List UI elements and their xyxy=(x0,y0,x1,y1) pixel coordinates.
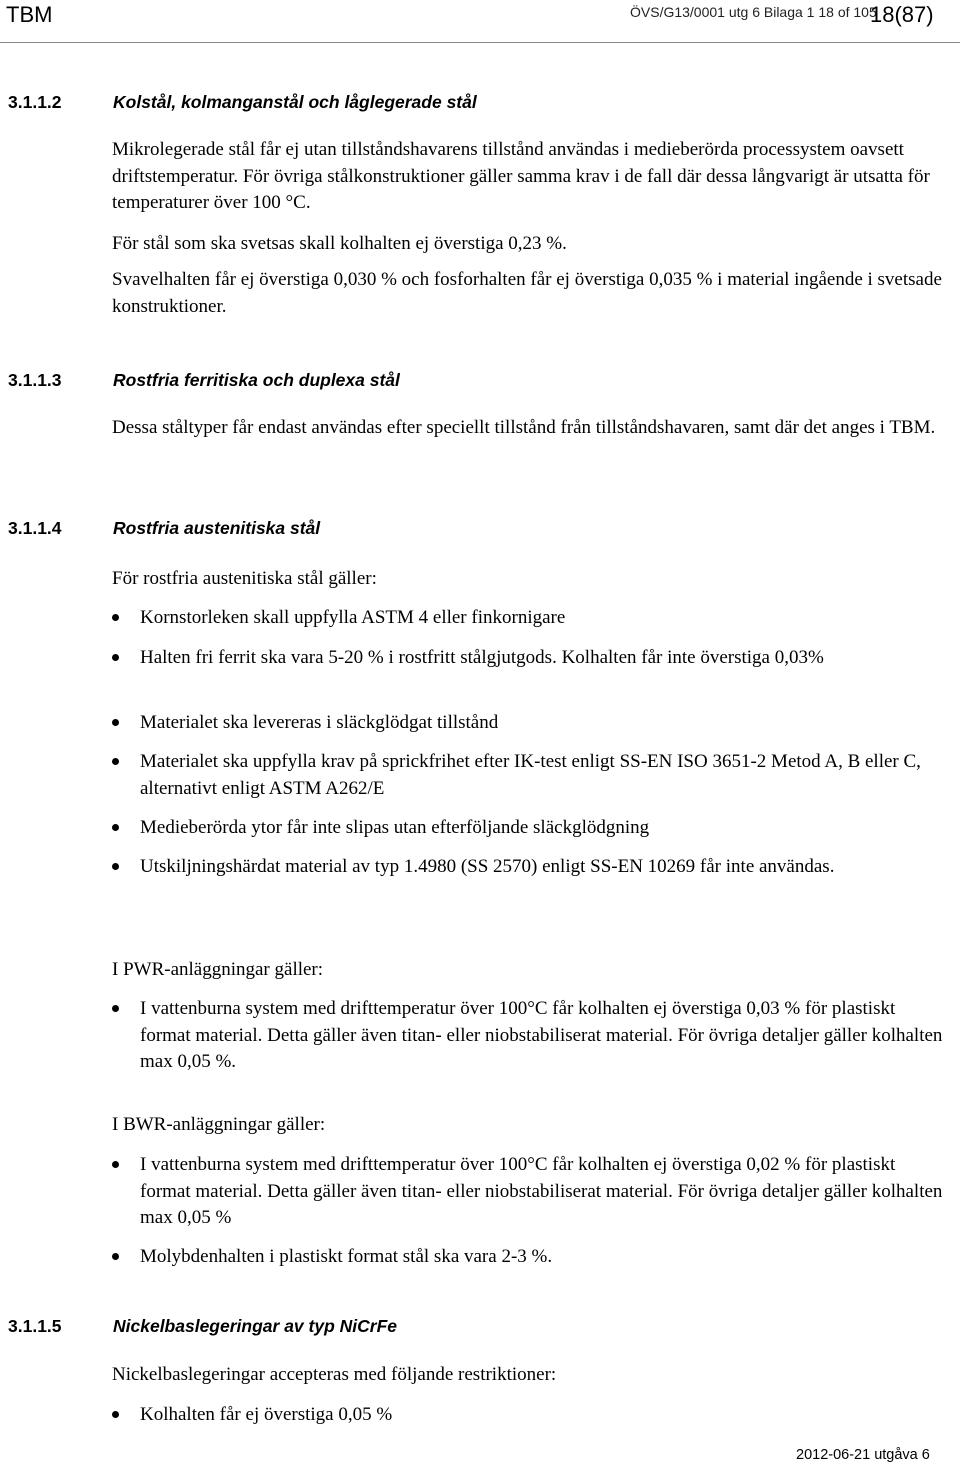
section-heading-3-1-1-2 xyxy=(0,92,960,120)
bullet-icon xyxy=(112,1253,119,1260)
bullet-icon xyxy=(112,719,119,726)
list-item-text: Materialet ska levereras i släckglödgat tillstånd xyxy=(140,712,499,733)
paragraph: Svavelhalten får ej överstiga 0,030 % och fosforhalten får ej överstiga 0,035 % i material ingående i svetsade konstruktioner. xyxy=(112,269,942,317)
section-heading-3-1-1-5 xyxy=(0,1316,960,1344)
bullet-icon xyxy=(112,1161,119,1168)
section-heading-3-1-1-4 xyxy=(0,518,960,546)
list-item-text: I vattenburna system med drifttemperatur över 100°C får kolhalten ej överstiga 0,02 % för plastiskt format material. Detta gäller även titan- eller niobstabiliserat material. För övriga detaljer gäller kolhalten max 0,05 % xyxy=(140,1154,943,1228)
bullet-icon xyxy=(112,824,119,831)
list-item-text: Utskiljningshärdat material av typ 1.4980 (SS 2570) enligt SS-EN 10269 får inte användas. xyxy=(140,856,835,877)
list-item-text: Molybdenhalten i plastiskt format stål ska vara 2-3 %. xyxy=(140,1246,553,1267)
list-intro-bwr: I BWR-anläggningar gäller: xyxy=(112,1114,326,1135)
bullet-icon xyxy=(112,758,119,765)
bullet-icon xyxy=(112,1411,119,1418)
header-document-reference: ÖVS/G13/0001 utg 6 Bilaga 1 18 of 105 xyxy=(630,4,877,20)
list-intro: För rostfria austenitiska stål gäller: xyxy=(112,568,377,589)
list-item-text: Kolhalten får ej överstiga 0,05 % xyxy=(140,1404,393,1425)
list-intro: Nickelbaslegeringar accepteras med följande restriktioner: xyxy=(112,1364,557,1385)
bullet-icon xyxy=(112,654,119,661)
footer-date-edition: 2012-06-21 utgåva 6 xyxy=(796,1447,930,1463)
paragraph: Mikrolegerade stål får ej utan tillståndshavarens tillstånd användas i medieberörda processystem oavsett driftstemperatur. För övriga stålkonstruktioner gäller samma krav i de fall där dessa långvarigt är utsatta för temperaturer över 100 °C. xyxy=(112,139,930,213)
bullet-icon xyxy=(112,1005,119,1012)
paragraph: Dessa ståltyper får endast användas efter speciellt tillstånd från tillståndshavaren, samt där det anges i TBM. xyxy=(112,417,936,438)
section-title: Rostfria austenitiska stål xyxy=(113,518,321,538)
section-number: 3.1.1.4 xyxy=(8,518,62,538)
list-item-text: Materialet ska uppfylla krav på sprickfrihet efter IK-test enligt SS-EN ISO 3651-2 Metod A, B eller C, alternativt enligt ASTM A262/E xyxy=(140,751,921,799)
bullet-icon xyxy=(112,614,119,621)
list-item-text: I vattenburna system med drifttemperatur över 100°C får kolhalten ej överstiga 0,03 % för plastiskt format material. Detta gäller även titan- eller niobstabiliserat material. För övriga detaljer gäller kolhalten max 0,05 %. xyxy=(140,998,943,1072)
list-intro-pwr: I PWR-anläggningar gäller: xyxy=(112,959,324,980)
section-title: Kolstål, kolmanganstål och låglegerade stål xyxy=(113,92,477,112)
list-item-text: Halten fri ferrit ska vara 5-20 % i rostfritt stålgjutgods. Kolhalten får inte överstiga 0,03% xyxy=(140,647,824,668)
section-number: 3.1.1.5 xyxy=(8,1316,62,1336)
section-number: 3.1.1.3 xyxy=(8,370,62,390)
list-item-text: Kornstorleken skall uppfylla ASTM 4 eller finkornigare xyxy=(140,607,566,628)
bullet-icon xyxy=(112,863,119,870)
header-divider xyxy=(0,42,960,43)
paragraph: För stål som ska svetsas skall kolhalten ej överstiga 0,23 %. xyxy=(112,233,567,254)
section-title: Nickelbaslegeringar av typ NiCrFe xyxy=(113,1316,397,1336)
section-heading-3-1-1-3 xyxy=(0,370,960,398)
list-item-text: Medieberörda ytor får inte slipas utan efterföljande släckglödgning xyxy=(140,817,650,838)
header-page-number: 18(87) xyxy=(870,2,934,27)
section-number: 3.1.1.2 xyxy=(8,92,62,112)
section-title: Rostfria ferritiska och duplexa stål xyxy=(113,370,400,390)
header-org: TBM xyxy=(6,2,53,27)
